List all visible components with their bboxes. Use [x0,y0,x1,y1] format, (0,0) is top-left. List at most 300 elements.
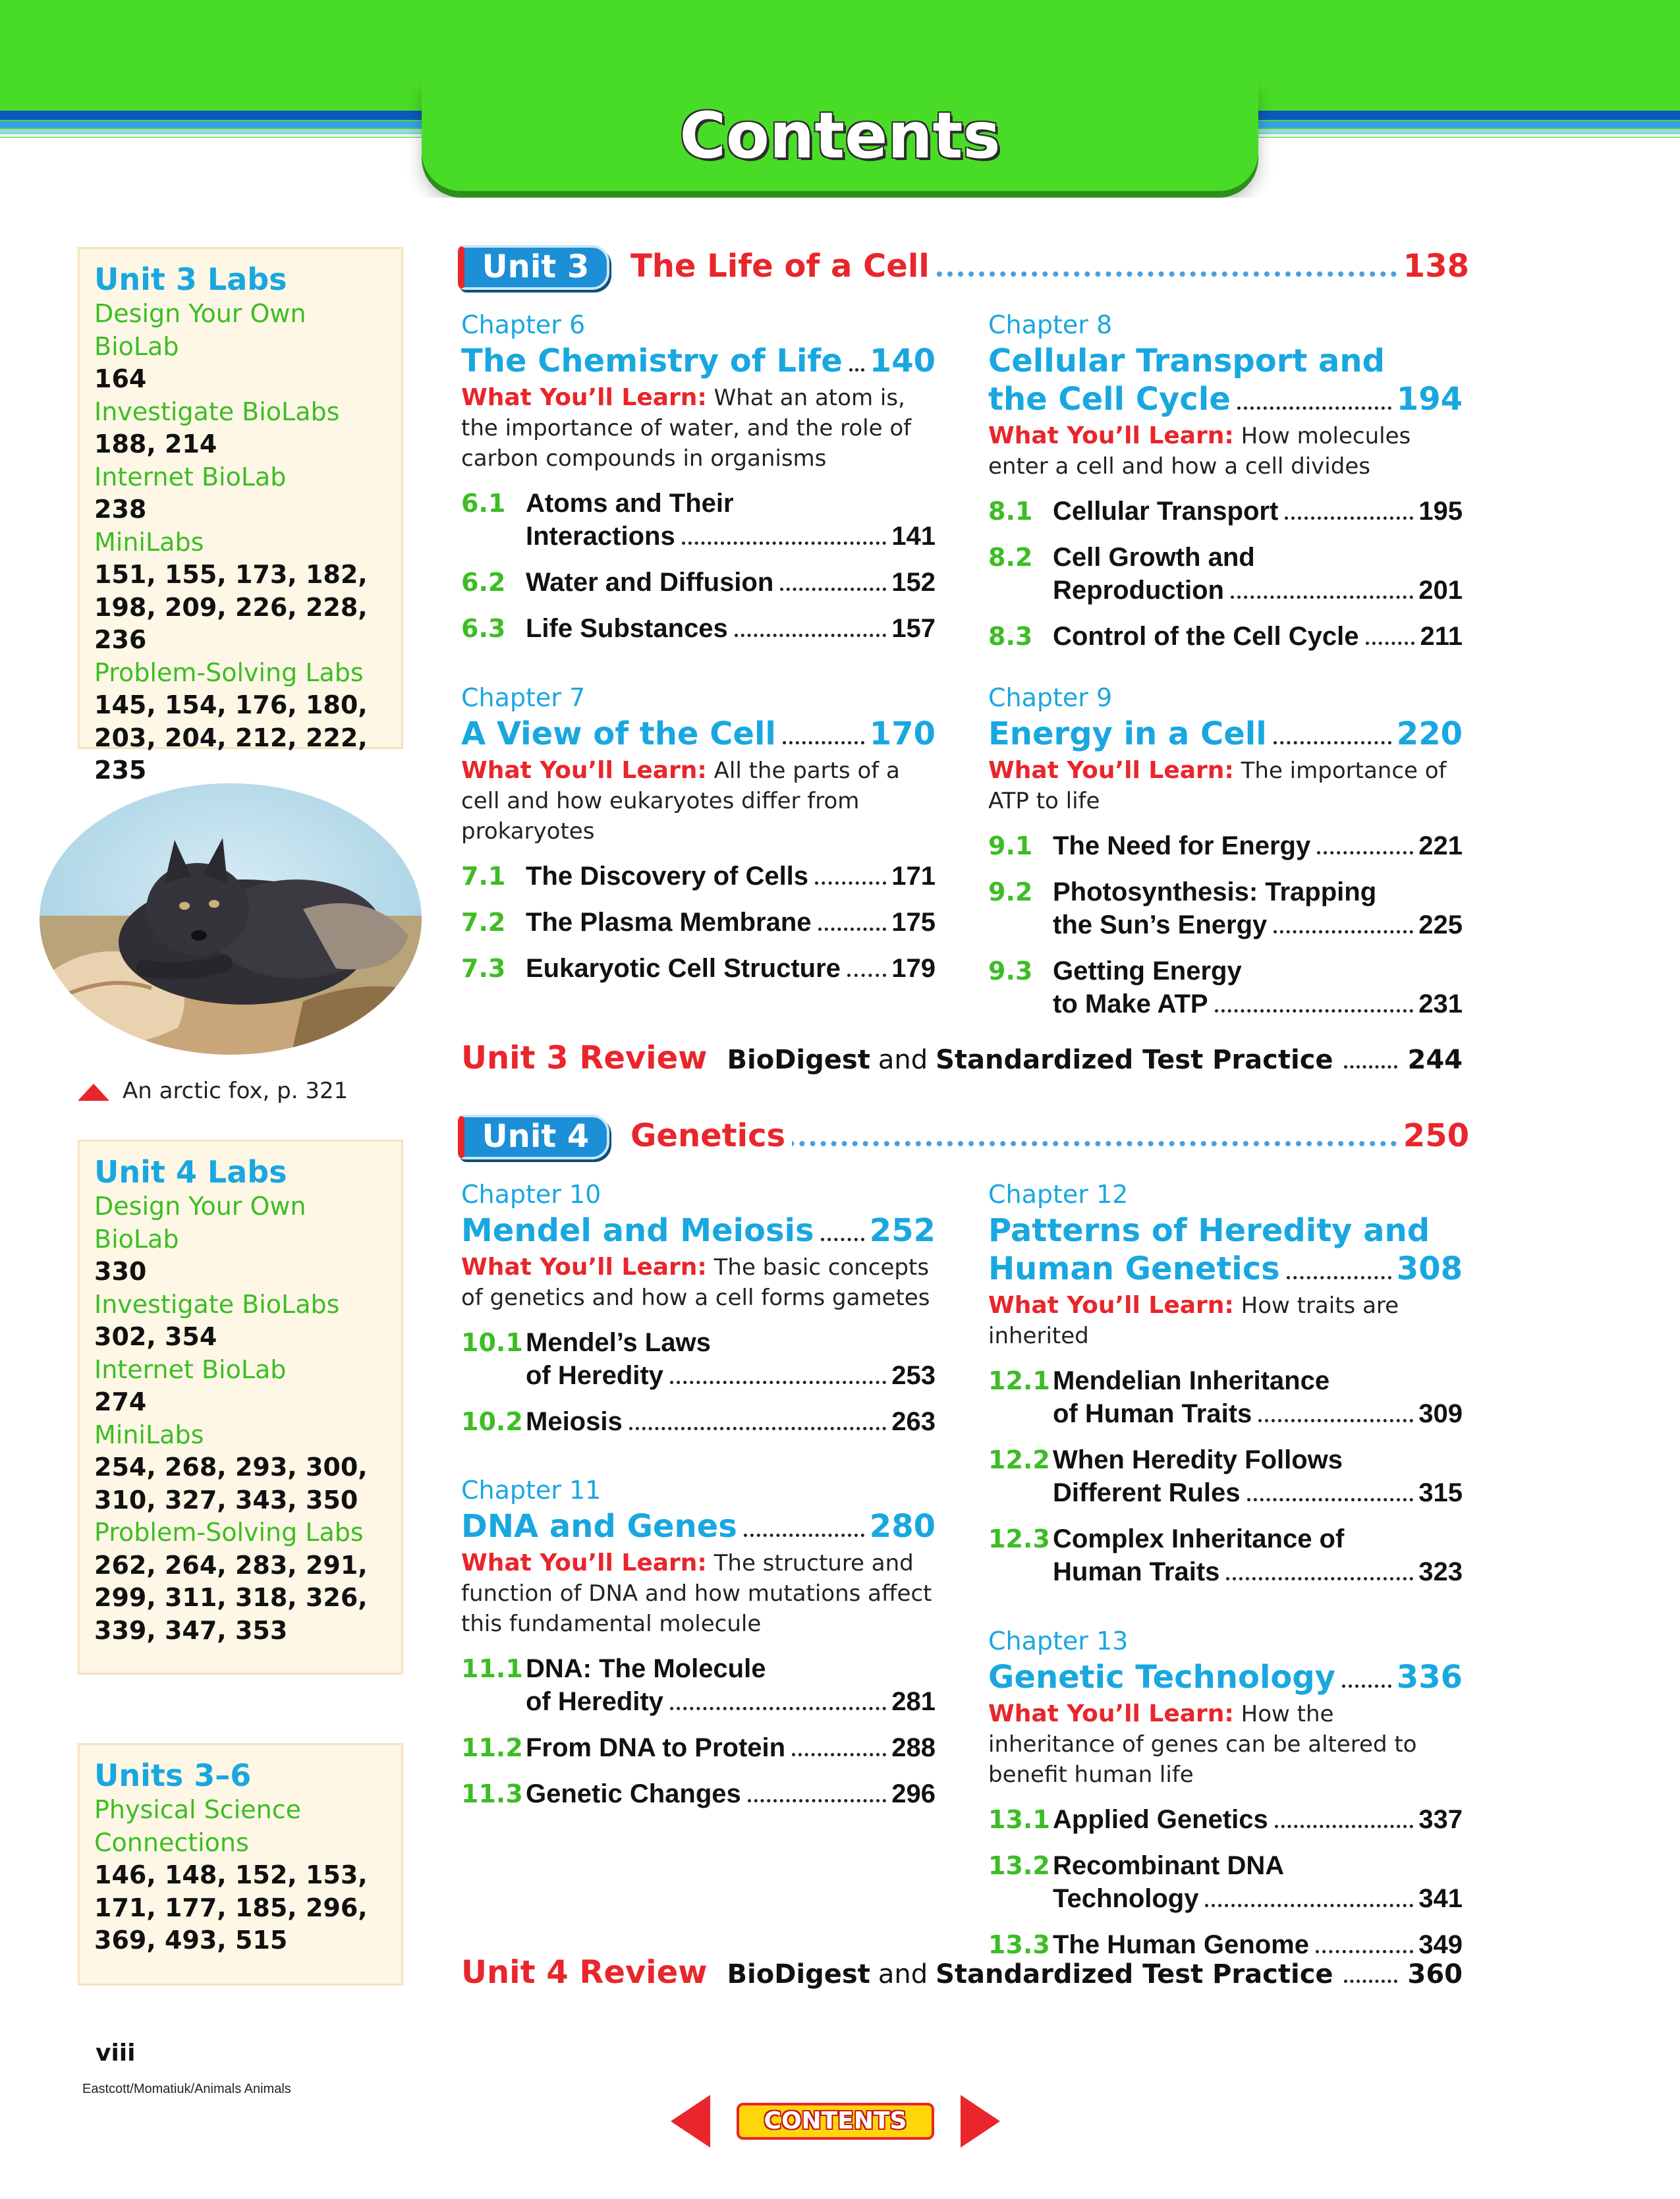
what-youll-learn-label: What You’ll Learn: [461,1254,707,1281]
unit4-header[interactable] [458,1115,1469,1167]
chapter-title-row [461,342,936,380]
units36-title: Units 3–6 [94,1758,252,1793]
lab-category-label: Design Your Own BioLab [94,299,306,361]
section-body [526,1326,936,1392]
what-youll-learn [988,756,1463,816]
dot-leader [818,928,887,931]
lab-page-list[interactable]: 254, 268, 293, 300, 310, 327, 343, 350 [94,1453,368,1515]
chapter-label: Chapter 6 [461,310,586,339]
unit4-title: Genetics [630,1117,792,1154]
section-title-line: Photosynthesis: Trapping [1053,877,1377,906]
photo-caption-text: An arctic fox, p. 321 [123,1078,349,1104]
what-youll-learn [988,421,1463,482]
section-title-row [526,1685,936,1718]
lab-category-label: Problem-Solving Labs [94,1518,364,1547]
dot-leader [821,1238,864,1241]
section-number: 6.1 [461,489,506,518]
what-youll-learn-label: What You’ll Learn: [988,1292,1234,1319]
section-body [526,1652,936,1718]
chapter-page: 252 [869,1212,936,1249]
unit3-header[interactable] [458,245,1469,298]
dot-leader [780,588,886,591]
section-body [1053,620,1463,653]
section-number: 8.1 [988,497,1033,526]
section-title-line: Mendelian Inheritance [1053,1366,1330,1395]
section-title-row [1053,620,1463,653]
what-youll-learn-label: What You’ll Learn: [988,1700,1234,1727]
lab-category-label: Problem-Solving Labs [94,657,364,687]
what-youll-learn [461,1252,936,1313]
unit3-review[interactable] [461,1040,1463,1076]
section-title-row [526,906,936,939]
chapter-label: Chapter 7 [461,683,586,712]
section-page: 175 [891,908,936,937]
section-title: The Plasma Membrane [526,908,812,937]
chapter-title-row [461,1211,936,1250]
section-title: Applied Genetics [1053,1805,1268,1834]
section-title-row [1053,495,1463,528]
section-title: Life Substances [526,614,728,643]
unit4-review-test-practice: Standardized Test Practice [936,1959,1333,1990]
chapter-9[interactable] [988,681,1463,1020]
chapter-title-row [461,1507,936,1545]
what-youll-learn-text: The structure and function of DNA and how mutations affect this fundamental molecule [461,1550,932,1637]
what-youll-learn-label: What You’ll Learn: [461,1549,707,1576]
lab-page-list[interactable]: 262, 264, 283, 291, 299, 311, 318, 326, 339, 347, 353 [94,1550,368,1645]
section-number: 13.3 [988,1930,1050,1959]
section-title: Technology [1053,1884,1199,1913]
unit4-review-biodigest: BioDigest [727,1959,870,1990]
unit3-page: 138 [1397,248,1469,285]
section-page: 221 [1418,831,1463,860]
unit4-review[interactable] [461,1954,1463,1991]
section-number: 10.2 [461,1407,523,1436]
section-entry[interactable] [988,541,1463,607]
chapter-title: Human Genetics [988,1250,1280,1287]
unit4-page: 250 [1397,1117,1469,1154]
unit4-review-and: and [878,1959,928,1990]
section-title-row [526,1731,936,1764]
chapter-title: Mendel and Meiosis [461,1212,814,1249]
section-title-line: Atoms and Their [526,489,734,518]
section-body [1053,829,1463,862]
section-title: The Human Genome [1053,1930,1309,1959]
dot-leader [1275,1825,1414,1828]
unit4-review-leader [1344,1980,1397,1983]
what-youll-learn-text: All the parts of a cell and how eukaryotes differ from prokaryotes [461,758,900,845]
chapter-title: Cellular Transport and [988,343,1385,379]
chapter-title-row [461,715,936,753]
chapter-title: DNA and Genes [461,1508,737,1545]
lab-page-list[interactable]: 145, 154, 176, 180, 203, 204, 212, 222, 235 [94,690,368,785]
section-body [1053,495,1463,528]
lab-page-list[interactable]: 146, 148, 152, 153, 171, 177, 185, 296, 369, 493, 515 [94,1860,368,1955]
section-title-row [1053,1882,1463,1915]
section-entry[interactable] [461,566,936,599]
section-number: 7.3 [461,954,506,983]
section-body [526,487,936,553]
section-title: Different Rules [1053,1478,1241,1507]
section-entry[interactable] [461,1777,936,1810]
section-number: 11.3 [461,1779,523,1808]
unit3-labs-list [94,298,387,787]
section-entry[interactable] [461,952,936,985]
section-number: 8.3 [988,622,1033,651]
dot-leader [1247,1498,1414,1501]
lab-category-label: MiniLabs [94,1420,204,1449]
section-entry[interactable] [988,1443,1463,1509]
unit3-review-test-practice: Standardized Test Practice [936,1045,1333,1075]
section-page: 288 [891,1733,936,1762]
section-page: 281 [891,1687,936,1716]
dot-leader [849,368,864,372]
section-page: 296 [891,1779,936,1808]
what-youll-learn-text: The basic concepts of genetics and how a cell forms gametes [461,1254,930,1311]
unit4-review-label: Unit 4 Review [461,1954,708,1991]
lab-page-list[interactable]: 238 [94,495,147,524]
section-number: 9.2 [988,877,1033,906]
lab-page-list[interactable]: 302, 354 [94,1322,217,1351]
section-entry[interactable] [461,906,936,939]
section-title: of Human Traits [1053,1399,1252,1428]
section-title-row [526,566,936,599]
page-number: viii [96,2040,136,2067]
dot-leader [792,1753,886,1756]
section-page: 349 [1418,1930,1463,1959]
section-title: Water and Diffusion [526,568,774,597]
unit3-labs-box [78,247,403,785]
chapter-page: 140 [869,343,936,379]
chapter-title-row [988,380,1463,418]
section-title: Eukaryotic Cell Structure [526,954,841,983]
section-page: 195 [1418,497,1463,526]
section-entry[interactable] [988,1522,1463,1588]
section-number: 12.3 [988,1524,1050,1553]
section-title-row [526,1405,936,1438]
section-entry[interactable] [988,620,1463,653]
section-page: 141 [891,522,936,551]
chapter-page: 194 [1396,381,1463,418]
lab-page-list[interactable]: 330 [94,1257,147,1286]
chapter-label: Chapter 11 [461,1476,602,1505]
what-youll-learn [461,756,936,847]
lab-page-list[interactable]: 151, 155, 173, 182, 198, 209, 226, 228, 236 [94,560,368,654]
chapter-7[interactable] [461,681,936,985]
dot-leader [735,634,886,637]
section-title-line: DNA: The Molecule [526,1654,766,1683]
chapter-title: The Chemistry of Life [461,343,843,379]
section-title-row [526,612,936,645]
photo-credit: Eastcott/Momatiuk/Animals Animals [82,2082,291,2096]
section-number: 9.1 [988,831,1033,860]
units36-box [78,1743,403,1986]
dot-leader [847,974,886,977]
section-number: 8.2 [988,543,1033,572]
section-number: 13.1 [988,1805,1050,1834]
unit4-badge: Unit 4 [458,1115,609,1159]
chapter-12[interactable] [988,1177,1463,1588]
section-title: The Need for Energy [1053,831,1311,860]
lab-category-label: Physical Science Connections [94,1795,301,1857]
section-title-line: Getting Energy [1053,957,1242,986]
section-body [1053,1443,1463,1509]
dot-leader [1316,1950,1413,1953]
unit3-review-label: Unit 3 Review [461,1040,708,1076]
chapter-label: Chapter 13 [988,1627,1129,1656]
section-title: of Heredity [526,1687,663,1716]
unit3-review-page: 244 [1407,1045,1463,1075]
dot-leader [815,881,886,885]
section-title: Human Traits [1053,1557,1220,1586]
unit3-review-leader [1344,1065,1397,1069]
section-body [526,612,936,645]
chapter-title-row [988,1658,1463,1696]
previous-page-arrow-icon[interactable] [671,2095,710,2148]
dot-leader [1285,516,1413,520]
chapter-11[interactable] [461,1473,936,1810]
section-entry[interactable] [461,1652,936,1718]
section-title-line: Recombinant DNA [1053,1851,1285,1880]
section-title-line: Complex Inheritance of [1053,1524,1345,1553]
section-page: 179 [891,954,936,983]
unit4-labs-box [78,1140,403,1675]
section-title-row [1053,1397,1463,1430]
section-body [1053,955,1463,1020]
section-entry[interactable] [988,1849,1463,1915]
chapter-page: 336 [1396,1659,1463,1696]
dot-leader [1366,642,1415,645]
chapter-title: Genetic Technology [988,1659,1336,1696]
lab-category-label: Internet BioLab [94,462,287,491]
chapter-10[interactable] [461,1177,936,1438]
section-title: of Heredity [526,1361,663,1390]
section-number: 13.2 [988,1851,1050,1880]
chapter-page: 170 [869,715,936,752]
section-body [526,906,936,939]
chapter-8[interactable] [988,308,1463,653]
lab-category-label: Investigate BioLabs [94,397,340,426]
unit3-review-biodigest: BioDigest [727,1045,870,1075]
section-title: From DNA to Protein [526,1733,786,1762]
contents-button[interactable]: CONTENTS [737,2103,934,2140]
section-number: 6.2 [461,568,506,597]
chapter-title: the Cell Cycle [988,381,1231,418]
section-title: Meiosis [526,1407,623,1436]
section-body [1053,541,1463,607]
what-youll-learn-text: How traits are inherited [988,1293,1399,1349]
section-page: 171 [891,862,936,891]
section-title-row [526,1359,936,1392]
dot-leader [670,1381,886,1384]
dot-leader [1342,1684,1391,1688]
section-entry[interactable] [988,495,1463,528]
section-number: 11.2 [461,1733,523,1762]
section-title: Reproduction [1053,576,1224,605]
dot-leader [1237,406,1391,410]
units36-list [94,1794,387,1957]
page-title: Contents [679,99,1001,173]
unit3-badge: Unit 3 [458,245,609,290]
section-number: 7.1 [461,862,506,891]
section-page: 152 [891,568,936,597]
section-page: 309 [1418,1399,1463,1428]
arctic-fox-photo [26,777,435,1061]
chapter-page: 280 [869,1508,936,1545]
unit3-review-and: and [878,1045,928,1075]
section-number: 11.1 [461,1654,523,1683]
lab-category-label: Internet BioLab [94,1354,287,1384]
caption-pointer-icon [78,1084,109,1101]
what-youll-learn-text: How molecules enter a cell and how a cell divides [988,423,1411,480]
dot-leader [1215,1009,1414,1013]
section-title: the Sun’s Energy [1053,910,1268,939]
what-youll-learn [988,1291,1463,1351]
section-number: 9.3 [988,957,1033,986]
what-youll-learn [461,1548,936,1639]
dot-leader [682,542,887,545]
section-body [526,1777,936,1810]
section-body [526,1405,936,1438]
dot-leader [1317,851,1413,854]
section-body [1053,1522,1463,1588]
lab-page-list[interactable]: 274 [94,1387,147,1416]
what-youll-learn [988,1699,1463,1790]
chapter-title-row [988,715,1463,753]
chapter-13[interactable] [988,1624,1463,1961]
section-page: 211 [1420,622,1463,651]
section-body [526,566,936,599]
section-number: 6.3 [461,614,506,643]
section-title: The Discovery of Cells [526,862,809,891]
section-number: 10.1 [461,1328,523,1357]
section-page: 315 [1418,1478,1463,1507]
section-body [526,952,936,985]
section-entry[interactable] [988,1803,1463,1836]
section-entry[interactable] [461,487,936,553]
lab-page-list[interactable]: 164 [94,364,147,393]
dot-leader [1258,1419,1413,1422]
what-youll-learn-text: What an atom is, the importance of water, and the role of carbon compounds in organisms [461,385,912,472]
section-page: 323 [1418,1557,1463,1586]
section-title: Cellular Transport [1053,497,1279,526]
unit4-review-page: 360 [1407,1959,1463,1990]
section-page: 231 [1418,989,1463,1018]
dot-leader [670,1707,886,1710]
lab-page-list[interactable]: 188, 214 [94,430,217,459]
dot-leader [1274,741,1391,744]
dot-leader [748,1799,886,1802]
section-title-row [1053,829,1463,862]
chapter-title: Patterns of Heredity and [988,1212,1430,1249]
unit4-labs-list [94,1190,387,1647]
section-title-row [1053,1803,1463,1836]
section-title: Genetic Changes [526,1779,741,1808]
section-entry[interactable] [461,1326,936,1392]
chapter-label: Chapter 10 [461,1180,602,1209]
what-youll-learn-label: What You’ll Learn: [988,422,1234,449]
section-title-row [526,520,936,553]
section-title-row [526,952,936,985]
chapter-title-row [988,1250,1463,1288]
section-title-row [1053,1476,1463,1509]
section-page: 201 [1418,576,1463,605]
section-page: 263 [891,1407,936,1436]
section-page: 337 [1418,1805,1463,1834]
section-body [1053,876,1463,941]
what-youll-learn-text: The importance of ATP to life [988,758,1447,814]
chapter-title: A View of the Cell [461,715,776,752]
section-body [1053,1849,1463,1915]
arctic-fox-illustration [26,777,435,1061]
section-entry[interactable] [988,955,1463,1020]
dot-leader [1205,1904,1413,1907]
lab-category-label: Design Your Own BioLab [94,1192,306,1254]
what-youll-learn-label: What You’ll Learn: [988,757,1234,784]
dot-leader [1274,930,1413,933]
section-body [526,860,936,893]
section-entry[interactable] [988,829,1463,862]
bottom-nav [671,2095,1000,2148]
chapter-title: Energy in a Cell [988,715,1267,752]
section-body [1053,1364,1463,1430]
chapter-label: Chapter 9 [988,683,1113,712]
what-youll-learn-label: What You’ll Learn: [461,757,707,784]
lab-category-label: Investigate BioLabs [94,1289,340,1319]
section-number: 12.2 [988,1445,1050,1474]
section-title-row [526,1777,936,1810]
chapter-page: 220 [1396,715,1463,752]
unit4-labs-title: Unit 4 Labs [94,1154,287,1190]
what-youll-learn [461,383,936,474]
photo-caption [78,1078,348,1104]
section-page: 341 [1418,1884,1463,1913]
section-title: Control of the Cell Cycle [1053,622,1359,651]
dot-leader [1231,596,1413,599]
chapter-6[interactable] [461,308,936,645]
section-entry[interactable] [988,1364,1463,1430]
next-page-arrow-icon[interactable] [961,2095,1000,2148]
section-title-line: When Heredity Follows [1053,1445,1343,1474]
section-title: Interactions [526,522,675,551]
section-title-row [1053,988,1463,1020]
dot-leader [783,741,864,744]
section-entry[interactable] [461,612,936,645]
section-title-row [1053,908,1463,941]
section-number: 7.2 [461,908,506,937]
dot-leader [629,1427,887,1430]
chapter-page: 308 [1396,1250,1463,1287]
chapter-label: Chapter 8 [988,310,1113,339]
section-body [1053,1803,1463,1836]
unit3-title: The Life of a Cell [630,248,936,285]
section-title: to Make ATP [1053,989,1208,1018]
unit3-labs-title: Unit 3 Labs [94,262,287,297]
section-entry[interactable] [461,860,936,893]
section-entry[interactable] [988,876,1463,941]
section-entry[interactable] [461,1731,936,1764]
dot-leader [1287,1276,1391,1279]
section-title-line: Cell Growth and [1053,543,1255,572]
dot-leader [744,1534,864,1537]
section-title-row [526,860,936,893]
section-page: 225 [1418,910,1463,939]
section-entry[interactable] [461,1405,936,1438]
section-title-line: Mendel’s Laws [526,1328,711,1357]
dot-leader [1226,1577,1413,1580]
section-number: 12.1 [988,1366,1050,1395]
section-title-row [1053,1555,1463,1588]
lab-category-label: MiniLabs [94,527,204,557]
